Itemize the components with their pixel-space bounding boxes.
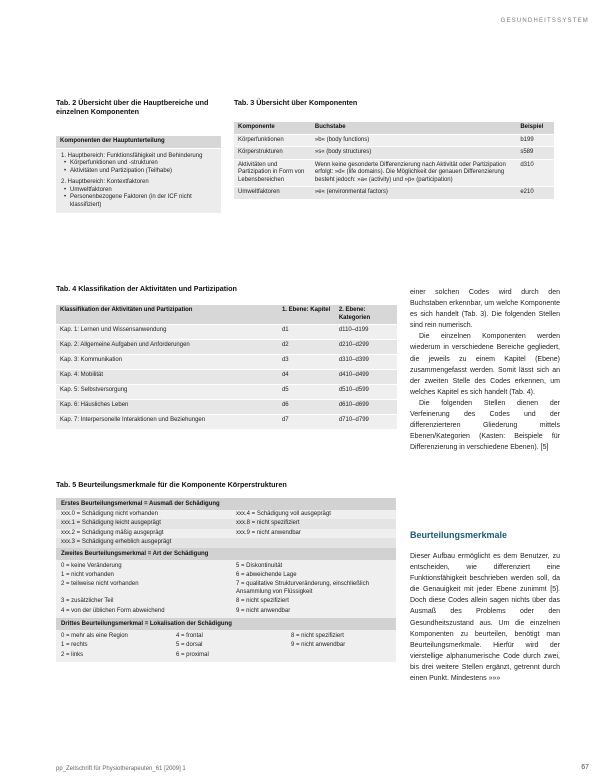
tab5-cell: 9 = nicht anwendbar — [236, 607, 291, 614]
tab5-cell: xxx.4 = Schädigung voll ausgeprägt — [236, 511, 331, 517]
table-row — [56, 370, 397, 385]
tab3-cell: b199 — [516, 134, 554, 147]
table-row — [56, 355, 397, 370]
tab5-cell: 4 = von der üblichen Form abweichend — [61, 607, 165, 614]
tab2-caption: Tab. 2 Übersicht über die Hauptbereiche und einzelnen Komponenten — [56, 98, 209, 116]
tab4-cell: Kap. 2: Allgemeine Aufgaben und Anforderungen — [56, 340, 278, 355]
tab2-item2-bullet2: • Personenbezogene Faktoren (in der ICF nicht klassifiziert) — [61, 194, 216, 209]
tab3-cell: e210 — [516, 187, 554, 200]
tab3-header-letter: Buchstabe — [311, 122, 516, 134]
tab5-cell: 6 = proximal — [176, 651, 209, 658]
tab5-cell: 0 = keine Veränderung — [61, 562, 122, 569]
tab3-cell: »e« (environmental factors) — [311, 187, 516, 200]
tab4-cell: d610–d699 — [335, 400, 397, 415]
tab4-header-level1: 1. Ebene: Kapitel — [278, 305, 335, 325]
table-row — [234, 187, 554, 200]
tab5-cell: xxx.2 = Schädigung mäßig ausgeprägt — [61, 529, 164, 536]
tab4-cell: d2 — [278, 340, 335, 355]
tab4-header-class: Klassifikation der Aktivitäten und Partizipation — [56, 305, 278, 325]
tab3-table — [234, 122, 554, 200]
tab5-cell: xxx.1 = Schädigung leicht ausgeprägt — [56, 519, 231, 528]
tab4-cell: d3 — [278, 355, 335, 370]
tab5-cell: 4 = frontal — [176, 633, 203, 640]
tab2-item1-title: 1. Hauptbereich: Funktionsfähigkeit und Behinderung — [61, 152, 203, 159]
body-column-top — [410, 287, 560, 453]
tab5-cell: xxx.0 = Schädigung nicht vorhanden — [61, 511, 158, 517]
page-number: 67 — [581, 764, 589, 771]
tab5-caption: Tab. 5 Beurteilungsmerkmale für die Komponente Körperstrukturen — [56, 480, 287, 489]
tab2-item1-bullet1: • Körperfunktionen und -strukturen — [61, 160, 216, 168]
tab4-header-level2: 2. Ebene: Kategorien — [335, 305, 397, 325]
tab5-cell: 8 = nicht spezifiziert — [291, 633, 344, 640]
tab4-cell: Kap. 4: Mobilität — [56, 370, 278, 385]
tab3-cell: »b« (body functions) — [311, 134, 516, 147]
footer: pp_Zeitschrift für Physiotherapeuten_61 [2009] 1 — [56, 766, 186, 772]
tab5-cell: xxx.3 = Schädigung erheblich ausgeprägt — [56, 538, 231, 547]
tab5-cell: 0 = mehr als eine Region — [61, 633, 128, 640]
tab5-section3-header: Drittes Beurteilungsmerkmal = Lokalisation der Schädigung — [56, 618, 396, 630]
table-row — [234, 159, 554, 187]
tab5-cell: 6 = abweichende Lage — [236, 572, 297, 579]
tab2-item2-bullet1: • Umweltfaktoren — [61, 187, 216, 195]
tab3-cell: »s« (body structures) — [311, 147, 516, 160]
running-header: GESUNDHEITSSYSTEM — [500, 18, 589, 24]
section-heading: Beurteilungsmerkmale — [410, 530, 508, 540]
tab4-cell: d310–d399 — [335, 355, 397, 370]
body-paragraph: Die folgenden Stellen dienen der Verfeinerung des Codes und der differenzierteren Gliederung mittels Ebenen/Kategorien (Kasten: Beispiele für Differenzierung in verschiedene Ebenen). [5] — [410, 399, 560, 452]
tab5-cell: 1 = nicht vorhanden — [61, 572, 114, 579]
body-paragraph: einer solchen Codes wird durch den Buchstaben erkennbar, um welche Komponente es sich handelt (Tab. 3). Die folgenden Stellen sind rein numerisch. — [410, 289, 560, 330]
tab4-cell: Kap. 5: Selbstversorgung — [56, 385, 278, 400]
tab4-cell: d4 — [278, 370, 335, 385]
tab5-cell: 1 = rechts — [61, 642, 88, 649]
tab4-cell: d5 — [278, 385, 335, 400]
tab3-cell: Umweltfaktoren — [234, 187, 311, 200]
tab4-cell: Kap. 6: Häusliches Leben — [56, 400, 278, 415]
tab3-header-component: Komponente — [234, 122, 311, 134]
tab5-cell: 7 = qualitative Strukturveränderung, einschließlich Ansammlung von Flüssigkeit — [236, 581, 369, 595]
tab5-section2-grid — [56, 560, 396, 618]
tab4-cell: Kap. 3: Kommunikation — [56, 355, 278, 370]
table-row — [56, 325, 397, 340]
tab4-cell: d210–d299 — [335, 340, 397, 355]
table-row — [56, 400, 397, 415]
tab5-cell — [231, 538, 396, 547]
tab3-cell: Körperfunktionen — [234, 134, 311, 147]
table-row — [56, 340, 397, 355]
tab4-cell: d110–d199 — [335, 325, 397, 340]
tab4-cell: d710–d799 — [335, 415, 397, 430]
tab4-cell: Kap. 7: Interpersonelle Interaktionen und Beziehungen — [56, 415, 278, 430]
tab5-cell: xxx.8 = nicht spezifiziert — [231, 519, 396, 528]
tab2-item1-bullet2: • Aktivitäten und Partizipation (Teilhabe) — [61, 168, 216, 176]
tab3-header-example: Beispiel — [516, 122, 554, 134]
tab5-cell: 3 = zusätzlicher Teil — [61, 598, 114, 605]
tab5-table — [56, 498, 396, 662]
tab5-cell: 5 = dorsal — [176, 642, 203, 649]
tab5-cell — [286, 651, 396, 660]
tab4-cell: d510–d599 — [335, 385, 397, 400]
tab5-section3-grid — [56, 630, 396, 662]
tab3-cell: s589 — [516, 147, 554, 160]
table-row — [234, 134, 554, 147]
tab5-cell: 8 = nicht spezifiziert — [236, 598, 289, 605]
tab4-cell: Kap. 1: Lernen und Wissensanwendung — [56, 325, 278, 340]
tab4-caption: Tab. 4 Klassifikation der Aktivitäten und Partizipation — [56, 284, 237, 293]
tab2-body — [56, 148, 221, 214]
tab5-section1-grid — [56, 510, 396, 548]
tab2-header: Komponenten der Hauptunterteilung — [56, 136, 221, 148]
tab4-cell: d6 — [278, 400, 335, 415]
table-row — [56, 385, 397, 400]
tab5-section2-header: Zweites Beurteilungsmerkmal = Art der Schädigung — [56, 548, 396, 560]
tab3-cell: Wenn keine gesonderte Differenzierung nach Aktivität oder Partizipation erfolgt: »d« (life domains). Die Möglichkeit der genauen Differenzierung besteht jedoch: »a« (activity) und »p« (participation) — [311, 159, 516, 187]
tab5-cell: 5 = Diskontinuität — [236, 562, 283, 569]
tab4-cell: d7 — [278, 415, 335, 430]
body-column-bottom — [410, 551, 560, 684]
tab4-cell: d410–d499 — [335, 370, 397, 385]
tab5-section1-header: Erstes Beurteilungsmerkmal = Ausmaß der Schädigung — [56, 498, 396, 510]
tab3-cell: Körperstrukturen — [234, 147, 311, 160]
table-row — [56, 415, 397, 430]
tab4-cell: d1 — [278, 325, 335, 340]
tab3-cell: d310 — [516, 159, 554, 187]
body-paragraph: Die einzelnen Komponenten werden wiederum in verschiedene Bereiche gegliedert, die jeweils zu einem Kapitel (Ebene) zusammengefasst werden. Somit lässt sich an der zweiten Stelle des Codes erkennen, um welches Kapitel es sich handelt (Tab. 4). — [410, 333, 560, 396]
tab5-cell: 9 = nicht anwendbar — [291, 642, 346, 649]
tab5-cell: xxx.9 = nicht anwendbar — [236, 529, 301, 536]
tab3-caption: Tab. 3 Übersicht über Komponenten — [234, 98, 358, 107]
tab3-cell: Aktivitäten und Partizipation in Form von Lebensbereichen — [234, 159, 311, 187]
body-paragraph: Dieser Aufbau ermöglicht es dem Benutzer, zu entscheiden, wie differenziert eine Funktionsfähigkeit beschrieben werden soll, da die Genauigkeit mit jeder Ebene zunimmt [5]. Doch diese Codes allein sagen nichts über das Ausmaß des Problems oder den Gesundheitszustand aus. Um die einzelnen Komponenten zu beurteilen, benötigt man Beurteilungsmerkmale. Hierfür wird der vierstellige alphanumerische Code durch zwei, bis drei weitere Stellen ergänzt, getrennt durch einen Punkt. Mindestens »»» — [410, 553, 560, 683]
tab5-cell: 2 = links — [61, 651, 84, 658]
tab5-cell: 2 = teilweise nicht vorhanden — [61, 581, 139, 588]
tab4-table — [56, 305, 397, 430]
tab2-item2-title: 2. Hauptbereich: Kontextfaktoren — [61, 179, 149, 185]
table-row — [234, 147, 554, 160]
tab2-table — [56, 136, 221, 214]
